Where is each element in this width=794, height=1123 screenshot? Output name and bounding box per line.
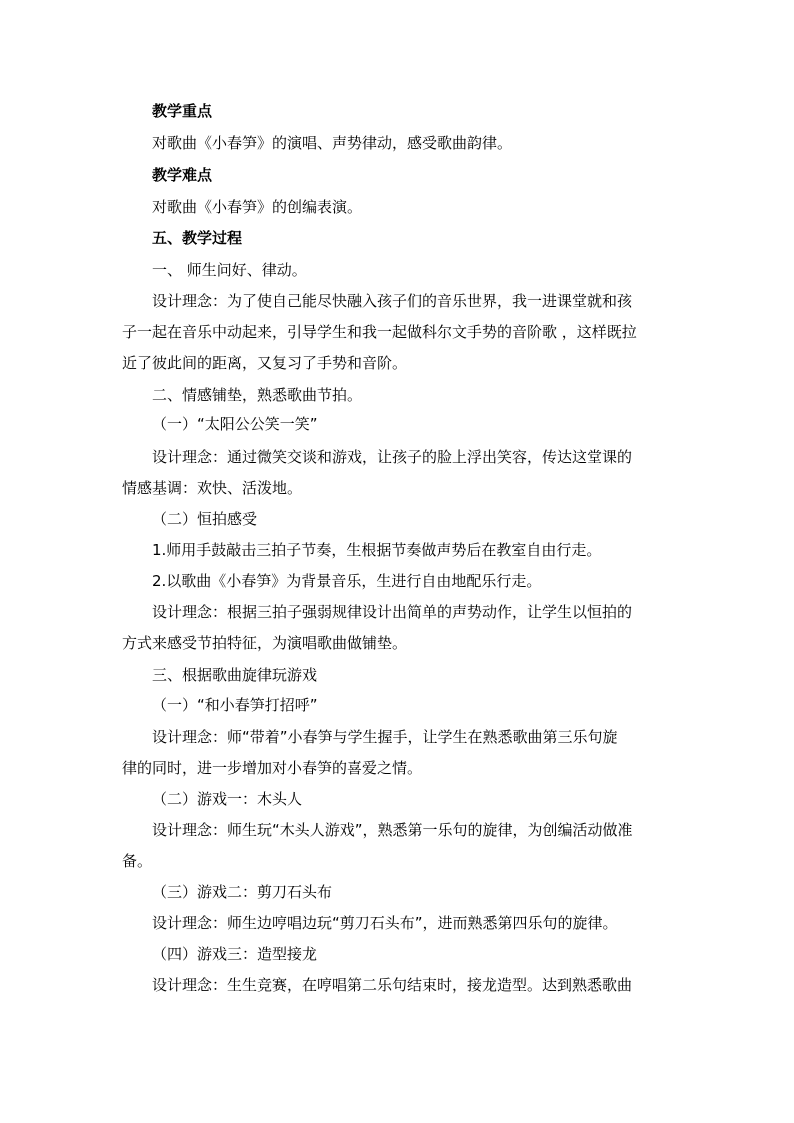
subsection-heading: （一）“和小春笋打招呼” <box>152 696 318 714</box>
paragraph-line: 备。 <box>122 852 153 870</box>
paragraph-line: 设计理念：师生边哼唱边玩“剪刀石头布”，进而熟悉第四乐句的旋律。 <box>152 914 618 932</box>
list-item: 1.师用手鼓敲击三拍子节奏，生根据节奏做声势后在教室自由行走。 <box>152 541 602 559</box>
subsection-heading: （二）游戏一：木头人 <box>152 790 303 808</box>
paragraph-line: 子一起在音乐中动起来，引导学生和我一起做科尔文手势的音阶歌 ，这样既拉 <box>122 323 637 341</box>
subsection-heading: （二）恒拍感受 <box>152 510 258 528</box>
paragraph-line: 律的同时，进一步增加对小春笋的喜爱之情。 <box>122 759 423 777</box>
heading-teaching-focus: 教学重点 <box>152 102 213 120</box>
paragraph-line: 对歌曲《小春笋》的演唱、声势律动，感受歌曲韵律。 <box>152 134 513 152</box>
heading-teaching-process: 五、教学过程 <box>152 229 243 247</box>
paragraph-line: 情感基调：欢快、活泼地。 <box>122 479 303 497</box>
section-heading: 二、情感铺垫，熟悉歌曲节拍。 <box>152 386 363 404</box>
list-item: 2.以歌曲《小春笋》为背景音乐，生进行自由地配乐行走。 <box>152 572 542 590</box>
subsection-heading: （三）游戏二：剪刀石头布 <box>152 883 333 901</box>
section-heading: 一、 师生问好、律动。 <box>152 261 307 279</box>
subsection-heading: （四）游戏三：造型接龙 <box>152 945 318 963</box>
section-heading: 三、根据歌曲旋律玩游戏 <box>152 666 318 684</box>
paragraph-line: 设计理念：师生玩“木头人游戏”，熟悉第一乐句的旋律，为创编活动做准 <box>152 821 633 839</box>
paragraph-line: 设计理念：师“带着”小春笋与学生握手，让学生在熟悉歌曲第三乐句旋 <box>152 728 618 746</box>
subsection-heading: （一）“太阳公公笑一笑” <box>152 415 318 433</box>
paragraph-line: 设计理念：为了使自己能尽快融入孩子们的音乐世界，我一进课堂就和孩 <box>152 292 633 310</box>
paragraph-line: 对歌曲《小春笋》的创编表演。 <box>152 198 363 216</box>
paragraph-line: 设计理念：生生竞赛，在哼唱第二乐句结束时，接龙造型。达到熟悉歌曲 <box>152 976 633 994</box>
paragraph-line: 近了彼此间的距离，又复习了手势和音阶。 <box>122 354 408 372</box>
paragraph-line: 设计理念：通过微笑交谈和游戏，让孩子的脸上浮出笑容，传达这堂课的 <box>152 448 633 466</box>
paragraph-line: 设计理念：根据三拍子强弱规律设计出简单的声势动作，让学生以恒拍的 <box>152 603 633 621</box>
heading-teaching-difficulty: 教学难点 <box>152 166 213 184</box>
paragraph-line: 方式来感受节拍特征，为演唱歌曲做铺垫。 <box>122 634 408 652</box>
